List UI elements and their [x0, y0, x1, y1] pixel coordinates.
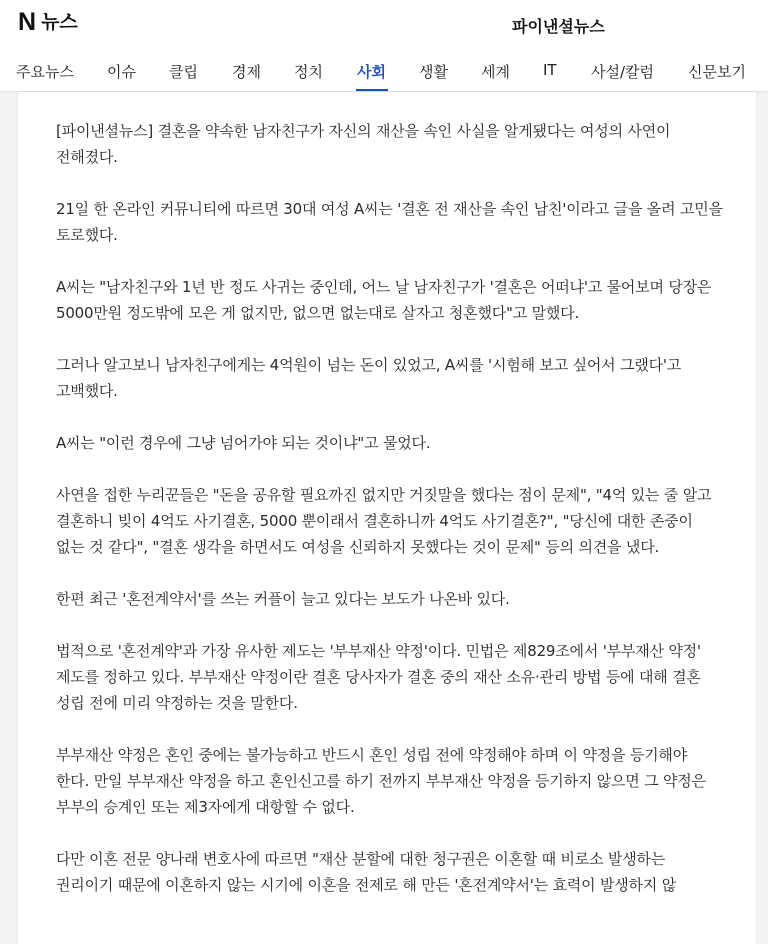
naver-news-logo[interactable] [18, 10, 78, 35]
nav-item-issue[interactable]: 이슈 [107, 63, 136, 81]
article-paragraph: 한편 최근 '혼전계약서'를 쓰는 커플이 늘고 있다는 보도가 나온바 있다. [56, 590, 510, 608]
article-paragraph: 법적으로 '혼전계약'과 가장 유사한 제도는 '부부재산 약정'이다. 민법은 제829조에서 '부부재산 약정' 제도를 정하고 있다. 부부재산 약정이란 결혼 당사자가 결혼 중의 재산 소유·관리 방법 등에 대해 결혼 성립 전에 미리 약정하는 것을 말한다. [56, 642, 701, 712]
nav-item-life[interactable]: 생활 [419, 63, 448, 81]
nav-item-main-news[interactable]: 주요뉴스 [16, 63, 74, 81]
nav-item-politics[interactable]: 정치 [294, 63, 323, 81]
article-paragraph: 21일 한 온라인 커뮤니티에 따르면 30대 여성 A씨는 '결혼 전 재산을 속인 남친'이라고 글을 올려 고민을 토로했다. [56, 200, 723, 244]
article-paragraph: 부부재산 약정은 혼인 중에는 불가능하고 반드시 혼인 성립 전에 약정해야 하며 이 약정을 등기해야 한다. 만일 부부재산 약정을 하고 혼인신고를 하기 전까지 부부재산 약정을 등기하지 않으면 그 약정은 부부의 승계인 또는 제3자에게 대항할 수 없다. [56, 746, 706, 816]
nav-item-newspaper[interactable]: 신문보기 [688, 63, 746, 81]
active-tab-indicator [356, 89, 388, 91]
naver-n-icon: N [18, 8, 36, 36]
article-paragraph: 사연을 접한 누리꾼들은 "돈을 공유할 필요까진 없지만 거짓말을 했다는 점이 문제", "4억 있는 줄 알고 결혼하니 빚이 4억도 사기결혼, 5000 뿐이래서 결혼하니까 4억도 사기결혼?", "당신에 대한 존중이 없는 것 같다", "결혼 생각을 하면서도 여성을 신뢰하지 못했다는 것이 문제" 등의 의견을 냈다. [56, 486, 712, 556]
article-paragraph: [파이낸셜뉴스] 결혼을 약속한 남자친구가 자신의 재산을 속인 사실을 알게됐다는 여성의 사연이 전해졌다. [56, 122, 671, 166]
article-paragraph: 다만 이혼 전문 양나래 변호사에 따르면 "재산 분할에 대한 청구권은 이혼할 때 비로소 발생하는 권리이기 때문에 이혼하지 않는 시기에 이혼을 전제로 해 만든 '혼전계약서'는 효력이 발생하지 않 [56, 850, 676, 894]
category-nav [0, 48, 768, 92]
article-body [56, 118, 724, 924]
logo-label: 뉴스 [41, 11, 78, 33]
article-paragraph: 그러나 알고보니 남자친구에게는 4억원이 넘는 돈이 있었고, A씨를 '시험해 보고 싶어서 그랬다'고 고백했다. [56, 356, 682, 400]
article-paragraph: A씨는 "남자친구와 1년 반 정도 사귀는 중인데, 어느 날 남자친구가 '결혼은 어떠냐'고 물어보며 당장은 5000만원 정도밖에 모은 게 없지만, 없으면 없는대로 살자고 청혼했다"고 말했다. [56, 278, 712, 322]
nav-item-clip[interactable]: 클립 [169, 63, 198, 81]
nav-item-society[interactable]: 사회 [357, 63, 386, 81]
article-card [18, 92, 756, 944]
nav-item-economy[interactable]: 경제 [232, 63, 261, 81]
nav-item-editorial[interactable]: 사설/칼럼 [591, 63, 655, 81]
article-paragraph: A씨는 "이런 경우에 그냥 넘어가야 되는 것이냐"고 물었다. [56, 434, 431, 452]
nav-item-world[interactable]: 세계 [481, 63, 510, 81]
top-bar [0, 0, 768, 48]
press-name[interactable]: 파이낸셜뉴스 [512, 17, 605, 36]
nav-item-it[interactable]: IT [543, 61, 557, 79]
